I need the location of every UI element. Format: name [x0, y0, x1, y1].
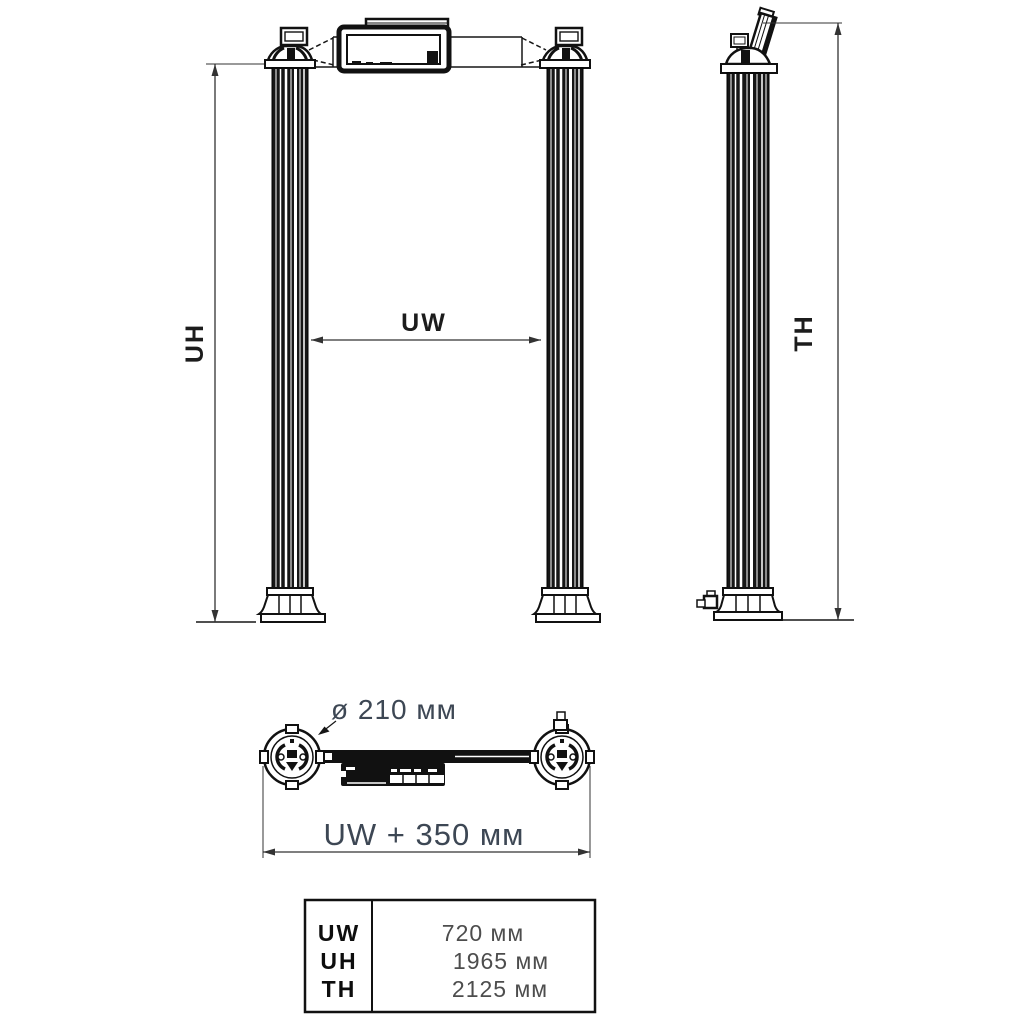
spec-table-param: UH: [320, 948, 358, 974]
th-dimension-label: TH: [790, 314, 818, 352]
left-base-circle: [260, 725, 324, 789]
uw-arrow-left: [311, 337, 323, 344]
uw-arrow-right: [529, 337, 541, 344]
overall-width-label: UW + 350 мм: [323, 817, 525, 852]
right-base-circle: [530, 725, 594, 789]
top-foot-connector: [554, 712, 567, 730]
diameter-label: ø 210 мм: [331, 694, 457, 725]
spec-table-param: UW: [317, 920, 361, 946]
uh-arrow-top: [212, 64, 219, 76]
spec-table-value: 720 мм: [441, 920, 525, 946]
width-arrow-right: [578, 849, 590, 856]
power-connector: [697, 591, 717, 608]
spec-table-value: 1965 мм: [452, 948, 550, 974]
uh-arrow-bottom: [212, 610, 219, 622]
control-unit-display: [347, 35, 440, 64]
left-pillar: [259, 28, 325, 622]
width-arrow-left: [263, 849, 275, 856]
th-arrow-bottom: [835, 608, 842, 620]
spec-table-value: 2125 мм: [451, 976, 549, 1002]
spec-table-param: TH: [321, 976, 357, 1002]
uw-dimension: [311, 309, 541, 344]
th-arrow-top: [835, 23, 842, 35]
front-view: [181, 19, 600, 622]
diameter-callout: [318, 694, 457, 735]
uh-dimension-label: UH: [181, 322, 209, 364]
top-bar: [311, 750, 545, 763]
right-pillar: [534, 28, 600, 622]
spec-table: [305, 900, 595, 1012]
uh-dimension: [181, 64, 270, 622]
top-view: [260, 694, 594, 858]
side-view: [697, 8, 854, 620]
uw-dimension-label: UW: [401, 309, 447, 337]
th-dimension: [763, 23, 854, 620]
control-unit: [339, 19, 449, 71]
side-pillar: [714, 48, 782, 620]
top-control-box: [341, 763, 445, 786]
